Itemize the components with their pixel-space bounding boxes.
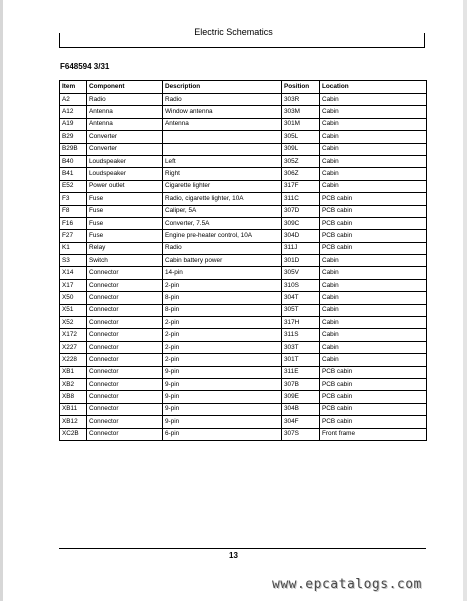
cell-position: 303T [282, 341, 320, 353]
table-row [60, 106, 427, 118]
table-row [60, 131, 427, 143]
cell-location: PCB cabin [320, 391, 427, 403]
cell-item: X51 [60, 304, 87, 316]
column-header-position: Position [282, 81, 320, 94]
table-row [60, 416, 427, 428]
cell-component: Power outlet [87, 180, 163, 192]
cell-position: 311S [282, 329, 320, 341]
cell-description: 2-pin [163, 317, 282, 329]
cell-location: Cabin [320, 255, 427, 267]
page-left-edge [0, 0, 3, 601]
cell-position: 310S [282, 279, 320, 291]
cell-location: PCB cabin [320, 205, 427, 217]
table-row [60, 155, 427, 167]
cell-location: PCB cabin [320, 230, 427, 242]
cell-position: 317H [282, 317, 320, 329]
cell-position: 301M [282, 118, 320, 130]
cell-location: Cabin [320, 317, 427, 329]
cell-item: S3 [60, 255, 87, 267]
cell-description [163, 131, 282, 143]
cell-location: Cabin [320, 180, 427, 192]
cell-item: F27 [60, 230, 87, 242]
cell-component: Connector [87, 341, 163, 353]
cell-description: 9-pin [163, 378, 282, 390]
cell-description: Converter, 7.5A [163, 217, 282, 229]
table-row [60, 341, 427, 353]
cell-description: Engine pre-heater control, 10A [163, 230, 282, 242]
cell-component: Radio [87, 94, 163, 106]
cell-location: Cabin [320, 94, 427, 106]
cell-item: E52 [60, 180, 87, 192]
table-body [60, 94, 427, 441]
cell-description: 9-pin [163, 366, 282, 378]
cell-description: 14-pin [163, 267, 282, 279]
cell-position: 305Z [282, 155, 320, 167]
cell-item: X50 [60, 292, 87, 304]
cell-item: XB2 [60, 378, 87, 390]
cell-description: Cigarette lighter [163, 180, 282, 192]
cell-location: Cabin [320, 168, 427, 180]
page-right-edge [463, 0, 467, 601]
cell-description: Caliper, 5A [163, 205, 282, 217]
cell-component: Converter [87, 131, 163, 143]
cell-item: A2 [60, 94, 87, 106]
cell-location: Cabin [320, 341, 427, 353]
cell-item: X17 [60, 279, 87, 291]
cell-position: 304B [282, 403, 320, 415]
cell-position: 303M [282, 106, 320, 118]
cell-item: X228 [60, 354, 87, 366]
table-row [60, 168, 427, 180]
cell-position: 311J [282, 242, 320, 254]
table-row [60, 354, 427, 366]
cell-position: 304D [282, 230, 320, 242]
cell-location: Cabin [320, 292, 427, 304]
cell-description: 9-pin [163, 391, 282, 403]
cell-location: Cabin [320, 304, 427, 316]
cell-item: B29B [60, 143, 87, 155]
cell-description: 8-pin [163, 292, 282, 304]
cell-item: K1 [60, 242, 87, 254]
cell-description: 2-pin [163, 354, 282, 366]
cell-position: 309E [282, 391, 320, 403]
cell-description: Radio [163, 242, 282, 254]
cell-location: Cabin [320, 267, 427, 279]
cell-item: A12 [60, 106, 87, 118]
cell-location: Cabin [320, 329, 427, 341]
cell-location: PCB cabin [320, 378, 427, 390]
cell-position: 307S [282, 428, 320, 440]
cell-description: 2-pin [163, 341, 282, 353]
table-header-row [60, 81, 427, 94]
table-row [60, 217, 427, 229]
table-row [60, 230, 427, 242]
table-row [60, 304, 427, 316]
cell-location: PCB cabin [320, 217, 427, 229]
cell-position: 301T [282, 354, 320, 366]
cell-item: XB11 [60, 403, 87, 415]
table-row [60, 366, 427, 378]
cell-component: Connector [87, 267, 163, 279]
table-row [60, 279, 427, 291]
table-row [60, 255, 427, 267]
cell-description: Radio, cigarette lighter, 10A [163, 193, 282, 205]
cell-description: Cabin battery power [163, 255, 282, 267]
cell-item: X52 [60, 317, 87, 329]
cell-description: Radio [163, 94, 282, 106]
cell-item: X172 [60, 329, 87, 341]
cell-component: Relay [87, 242, 163, 254]
cell-description: Antenna [163, 118, 282, 130]
cell-location: PCB cabin [320, 366, 427, 378]
page-number: 13 [229, 551, 238, 560]
cell-component: Connector [87, 391, 163, 403]
cell-location: Cabin [320, 279, 427, 291]
cell-position: 305V [282, 267, 320, 279]
cell-item: B29 [60, 131, 87, 143]
cell-location: Cabin [320, 106, 427, 118]
cell-location: PCB cabin [320, 193, 427, 205]
cell-component: Antenna [87, 106, 163, 118]
cell-description [163, 143, 282, 155]
cell-position: 301D [282, 255, 320, 267]
cell-component: Connector [87, 279, 163, 291]
cell-component: Fuse [87, 193, 163, 205]
table-row [60, 292, 427, 304]
cell-description: 2-pin [163, 279, 282, 291]
cell-item: F8 [60, 205, 87, 217]
cell-position: 304T [282, 292, 320, 304]
cell-component: Converter [87, 143, 163, 155]
cell-component: Connector [87, 416, 163, 428]
cell-position: 304F [282, 416, 320, 428]
component-table [59, 80, 427, 441]
cell-position: 309L [282, 143, 320, 155]
cell-description: 6-pin [163, 428, 282, 440]
cell-item: X14 [60, 267, 87, 279]
table-row [60, 378, 427, 390]
cell-component: Connector [87, 428, 163, 440]
table-row [60, 143, 427, 155]
cell-location: Cabin [320, 155, 427, 167]
table-row [60, 242, 427, 254]
cell-component: Fuse [87, 205, 163, 217]
cell-position: 311C [282, 193, 320, 205]
cell-component: Antenna [87, 118, 163, 130]
cell-description: Right [163, 168, 282, 180]
cell-description: 9-pin [163, 416, 282, 428]
table-row [60, 94, 427, 106]
cell-component: Connector [87, 292, 163, 304]
cell-position: 303R [282, 94, 320, 106]
cell-position: 317F [282, 180, 320, 192]
cell-location: PCB cabin [320, 403, 427, 415]
cell-description: Left [163, 155, 282, 167]
cell-position: 307B [282, 378, 320, 390]
cell-location: Cabin [320, 143, 427, 155]
cell-item: B40 [60, 155, 87, 167]
cell-item: XB1 [60, 366, 87, 378]
cell-component: Connector [87, 304, 163, 316]
document-code: F648594 3/31 [60, 62, 110, 71]
table-row [60, 391, 427, 403]
table-row [60, 180, 427, 192]
cell-item: XB12 [60, 416, 87, 428]
cell-component: Fuse [87, 217, 163, 229]
cell-component: Loudspeaker [87, 168, 163, 180]
column-header-description: Description [163, 81, 282, 94]
cell-description: 2-pin [163, 329, 282, 341]
cell-location: Front frame [320, 428, 427, 440]
table-row [60, 267, 427, 279]
cell-position: 307D [282, 205, 320, 217]
cell-position: 311E [282, 366, 320, 378]
column-header-item: Item [60, 81, 87, 94]
table-row [60, 193, 427, 205]
cell-description: 8-pin [163, 304, 282, 316]
cell-location: Cabin [320, 131, 427, 143]
cell-component: Connector [87, 366, 163, 378]
cell-item: A19 [60, 118, 87, 130]
cell-position: 305L [282, 131, 320, 143]
cell-item: X227 [60, 341, 87, 353]
cell-item: F3 [60, 193, 87, 205]
cell-description: Window antenna [163, 106, 282, 118]
cell-component: Connector [87, 354, 163, 366]
table-row [60, 329, 427, 341]
cell-component: Loudspeaker [87, 155, 163, 167]
cell-component: Connector [87, 329, 163, 341]
table-row [60, 118, 427, 130]
table-row [60, 317, 427, 329]
cell-item: F16 [60, 217, 87, 229]
cell-component: Switch [87, 255, 163, 267]
cell-position: 309C [282, 217, 320, 229]
page-title: Electric Schematics [194, 27, 273, 37]
cell-location: PCB cabin [320, 242, 427, 254]
watermark: www.epcatalogs.com [272, 577, 422, 592]
cell-component: Connector [87, 378, 163, 390]
table-row [60, 403, 427, 415]
cell-component: Connector [87, 317, 163, 329]
cell-position: 305T [282, 304, 320, 316]
cell-component: Connector [87, 403, 163, 415]
cell-description: 9-pin [163, 403, 282, 415]
cell-location: Cabin [320, 118, 427, 130]
cell-location: Cabin [320, 354, 427, 366]
cell-item: XB8 [60, 391, 87, 403]
cell-item: B41 [60, 168, 87, 180]
column-header-location: Location [320, 81, 427, 94]
column-header-component: Component [87, 81, 163, 94]
cell-position: 306Z [282, 168, 320, 180]
table-row [60, 428, 427, 440]
cell-location: PCB cabin [320, 416, 427, 428]
footer-rule [59, 548, 426, 549]
cell-item: XC2B [60, 428, 87, 440]
table-row [60, 205, 427, 217]
cell-component: Fuse [87, 230, 163, 242]
